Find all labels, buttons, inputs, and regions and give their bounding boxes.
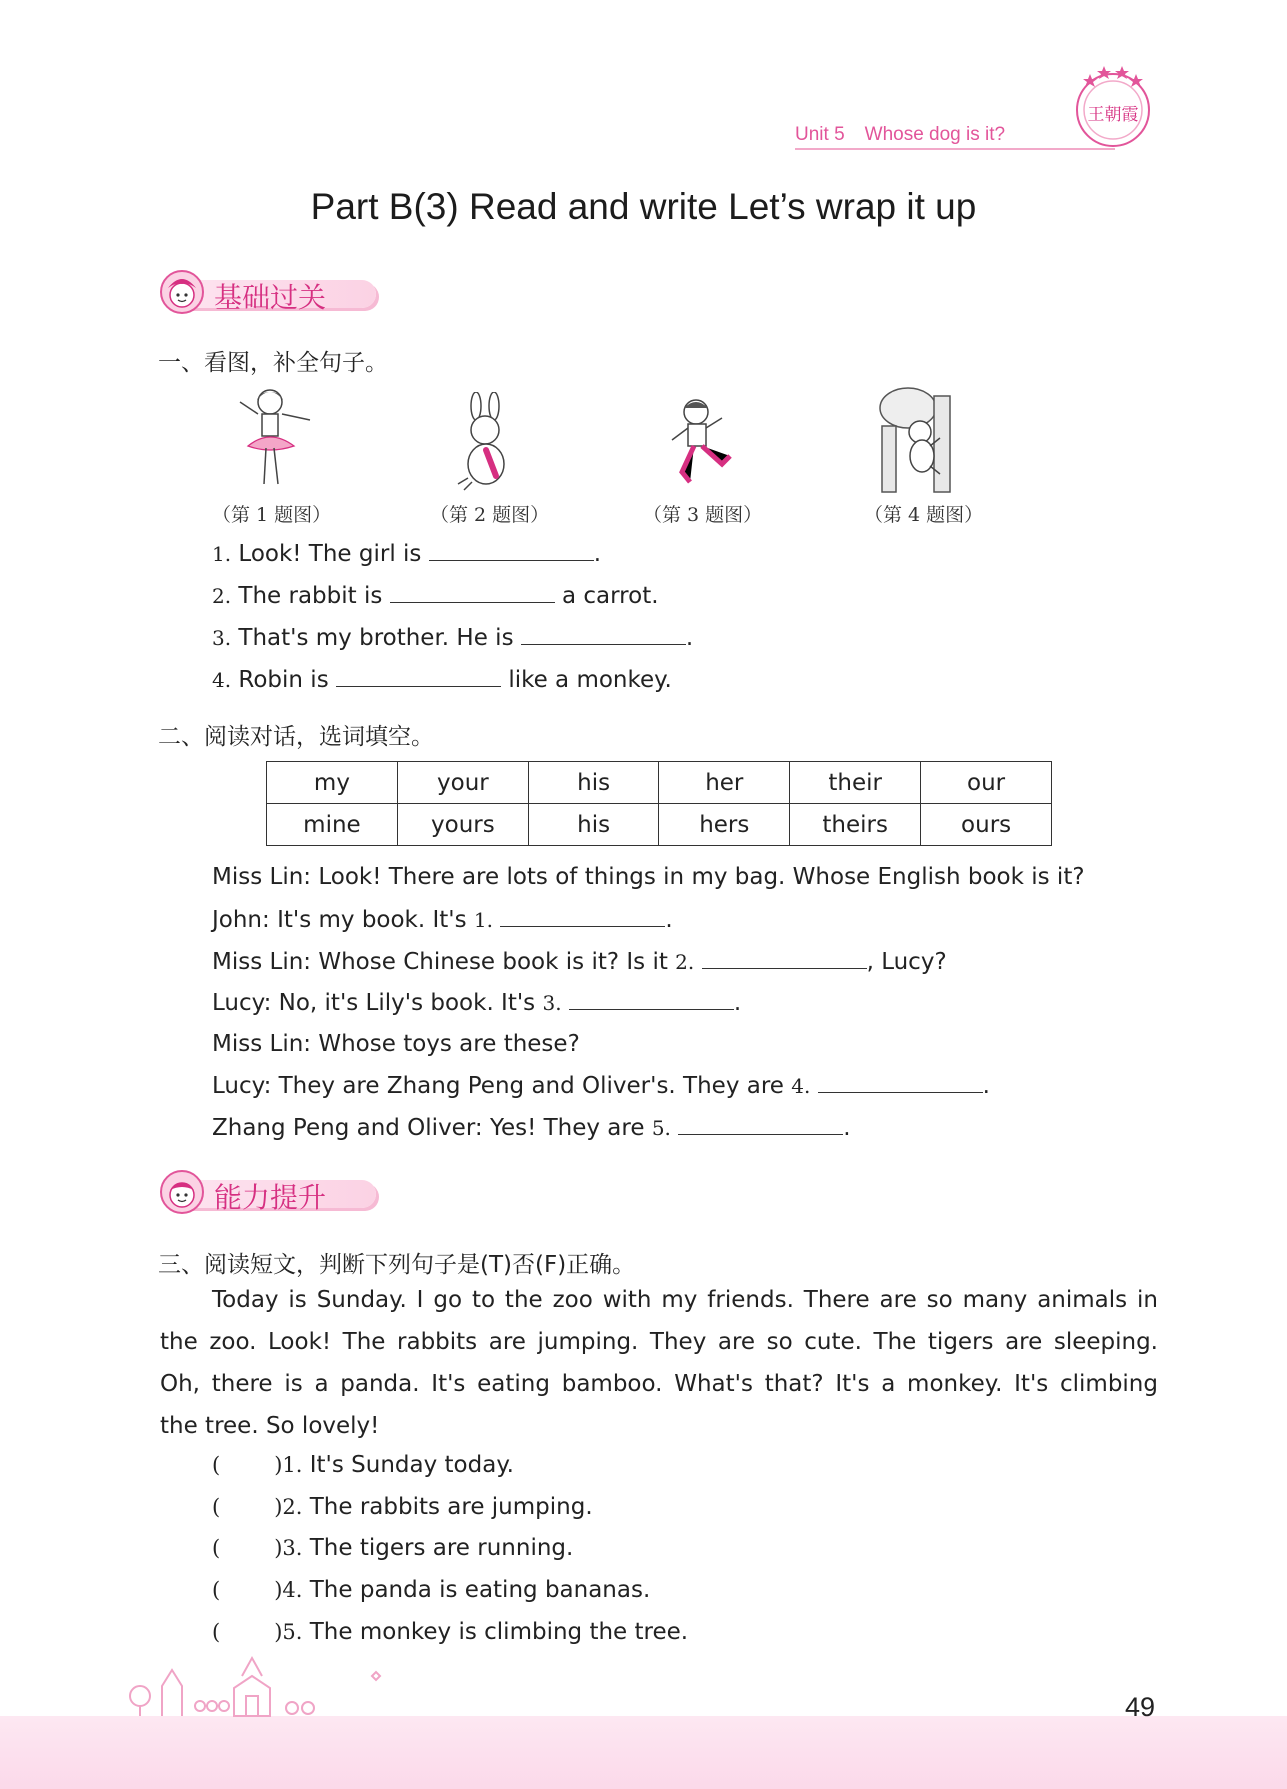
reading-passage xyxy=(160,1279,1158,1447)
tf-statement-2: ( )2. The rabbits are jumping. xyxy=(212,1494,593,1520)
answer-blank[interactable] xyxy=(429,538,594,561)
dialog-line-3: Miss Lin: Whose Chinese book is it? Is it 2. , Lucy? xyxy=(212,946,947,977)
page-number: 49 xyxy=(1125,1692,1156,1722)
picture-caption-3: （第 3 题图） xyxy=(643,504,763,526)
answer-paren[interactable]: ( xyxy=(212,1453,221,1477)
running-header xyxy=(795,124,1025,146)
q1-item-3: 3. That's my brother. He is . xyxy=(212,622,693,653)
dialog-line-6: Lucy: They are Zhang Peng and Oliver's. They are 4. . xyxy=(212,1070,990,1101)
section-title: 基础过关 xyxy=(214,281,327,314)
answer-blank[interactable] xyxy=(702,946,867,969)
picture-caption-1: （第 1 题图） xyxy=(212,504,332,526)
q1-item-1: 1. Look! The girl is . xyxy=(212,538,601,569)
picture-3-running-boy xyxy=(664,394,744,498)
word-cell: hers xyxy=(659,804,790,846)
dialog-line-2: John: It's my book. It's 1. . xyxy=(212,904,673,935)
word-cell: his xyxy=(528,804,659,846)
page-title: Part B(3) Read and write Let’s wrap it up xyxy=(310,186,977,227)
word-cell: his xyxy=(528,762,659,804)
unit-label: Unit 5 xyxy=(795,124,845,145)
word-cell: her xyxy=(659,762,790,804)
word-cell: our xyxy=(921,762,1052,804)
word-cell: yours xyxy=(397,804,528,846)
table-row xyxy=(267,804,1052,846)
picture-4-climbing-monkey xyxy=(868,386,958,498)
answer-paren[interactable]: ( xyxy=(212,1578,221,1602)
question-3-heading: 三、阅读短文，判断下列句子是(T)否(F)正确。 xyxy=(158,1252,636,1278)
word-cell: mine xyxy=(267,804,398,846)
picture-2-rabbit-carrot xyxy=(446,392,526,496)
answer-blank[interactable] xyxy=(390,580,555,603)
answer-blank[interactable] xyxy=(818,1070,983,1093)
answer-paren[interactable]: ( xyxy=(212,1620,221,1644)
q1-item-2: 2. The rabbit is a carrot. xyxy=(212,580,659,611)
word-cell: ours xyxy=(921,804,1052,846)
tf-statement-3: ( )3. The tigers are running. xyxy=(212,1535,574,1561)
answer-blank[interactable] xyxy=(678,1112,843,1135)
picture-caption-4: （第 4 题图） xyxy=(864,504,984,526)
word-cell: theirs xyxy=(790,804,921,846)
passage-line: the tree. So lovely! xyxy=(160,1413,380,1439)
section-title: 能力提升 xyxy=(214,1181,327,1214)
dialog-line-5: Miss Lin: Whose toys are these? xyxy=(212,1031,580,1057)
answer-blank[interactable] xyxy=(336,664,501,687)
question-1-heading: 一、看图，补全句子。 xyxy=(158,350,388,376)
tf-statement-5: ( )5. The monkey is climbing the tree. xyxy=(212,1619,689,1645)
boy-face-icon xyxy=(158,1168,208,1218)
footer-decoration xyxy=(122,1648,412,1722)
question-2-heading: 二、阅读对话，选词填空。 xyxy=(158,724,434,750)
dialog-line-1: Miss Lin: Look! There are lots of things in my bag. Whose English book is it? xyxy=(212,864,1085,890)
girl-face-icon xyxy=(158,268,208,318)
answer-blank[interactable] xyxy=(569,987,734,1010)
publisher-logo xyxy=(1068,60,1158,152)
answer-paren[interactable]: ( xyxy=(212,1536,221,1560)
tf-statement-4: ( )4. The panda is eating bananas. xyxy=(212,1577,651,1603)
picture-caption-2: （第 2 题图） xyxy=(430,504,550,526)
header-rule xyxy=(795,148,1115,150)
passage-line: Today is Sunday. I go to the zoo with my friends. There are so many animals in xyxy=(212,1287,1158,1313)
q1-item-4: 4. Robin is like a monkey. xyxy=(212,664,672,695)
table-row xyxy=(267,762,1052,804)
answer-blank[interactable] xyxy=(521,622,686,645)
svg-text:王朝霞: 王朝霞 xyxy=(1087,105,1139,125)
picture-1-dancing-girl xyxy=(230,384,318,496)
dialog-line-4: Lucy: No, it's Lily's book. It's 3. . xyxy=(212,987,741,1018)
unit-title: Whose dog is it? xyxy=(864,124,1006,145)
footer-band xyxy=(0,1716,1287,1789)
dialog-line-7: Zhang Peng and Oliver: Yes! They are 5. . xyxy=(212,1112,851,1143)
passage-line: the zoo. Look! The rabbits are jumping. They are so cute. The tigers are sleeping. xyxy=(160,1329,1158,1355)
tf-statement-1: ( )1. It's Sunday today. xyxy=(212,1452,514,1478)
answer-paren[interactable]: ( xyxy=(212,1495,221,1519)
word-cell: your xyxy=(397,762,528,804)
answer-blank[interactable] xyxy=(500,904,665,927)
word-bank-table xyxy=(266,761,1052,846)
word-cell: my xyxy=(267,762,398,804)
passage-line: Oh, there is a panda. It's eating bamboo. What's that? It's a monkey. It's climbing xyxy=(160,1371,1158,1397)
word-cell: their xyxy=(790,762,921,804)
